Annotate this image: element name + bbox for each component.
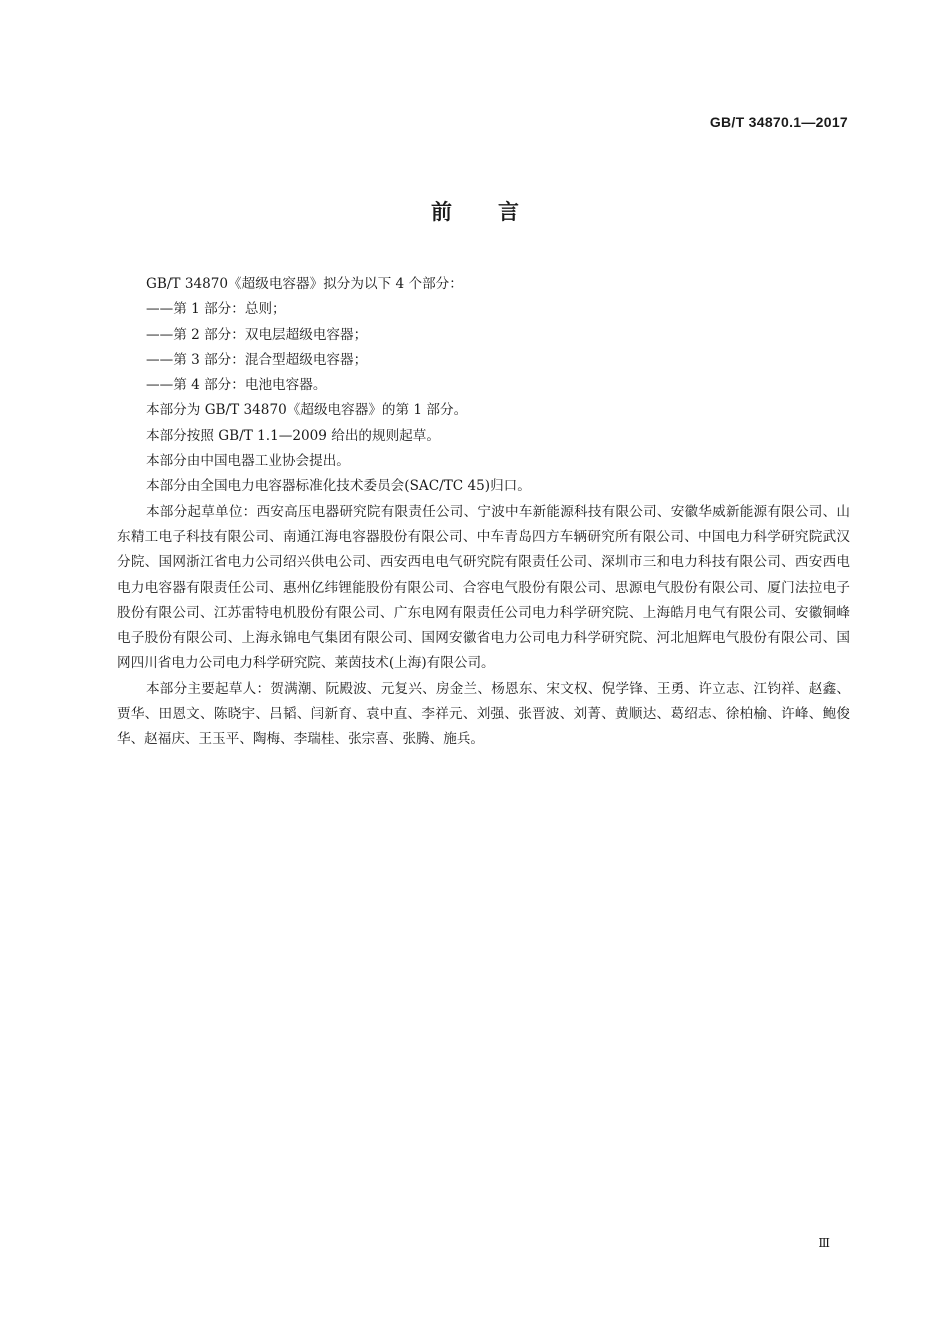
paragraph-committee: 本部分由全国电力电容器标准化技术委员会(SAC/TC 45)归口。 <box>146 478 531 495</box>
list-item-part-2: ——第 2 部分：双电层超级电容器； <box>146 326 368 343</box>
list-item-part-1: ——第 1 部分：总则； <box>146 301 286 318</box>
list-item-part-3: ——第 3 部分：混合型超级电容器； <box>146 351 368 368</box>
page-title: 前言 <box>431 200 565 224</box>
paragraph-drafters: 本部分主要起草人：贺满潮、阮殿波、元复兴、房金兰、杨恩东、宋文权、倪学锋、王勇、许立志、江钧祥、赵鑫、贾华、田恩文、陈晓宇、吕韬、闫新育、袁中直、李祥元、刘强、张晋波、刘菁、黄顺达、葛绍志、徐柏榆、许峰、鲍俊华、赵福庆、王玉平、陶梅、李瑞桂、张宗喜、张腾、施兵。 <box>117 680 850 748</box>
page-number: Ⅲ <box>818 1236 830 1250</box>
paragraph-this-part: 本部分为 GB/T 34870《超级电容器》的第 1 部分。 <box>146 402 468 419</box>
foreword-body <box>117 272 850 753</box>
paragraph-drafting-units: 本部分起草单位：西安高压电器研究院有限责任公司、宁波中车新能源科技有限公司、安徽华威新能源有限公司、山东精工电子科技有限公司、南通江海电容器股份有限公司、中车青岛四方车辆研究所有限公司、中国电力科学研究院武汉分院、国网浙江省电力公司绍兴供电公司、西安西电电气研究院有限责任公司、深圳市三和电力科技有限公司、西安西电电力电容器有限责任公司、惠州亿纬锂能股份有限公司、合容电气股份有限公司、思源电气股份有限公司、厦门法拉电子股份有限公司、江苏雷特电机股份有限公司、广东电网有限责任公司电力科学研究院、上海皓月电气有限公司、安徽铜峰电子股份有限公司、上海永锦电气集团有限公司、国网安徽省电力公司电力科学研究院、河北旭辉电气股份有限公司、国网四川省电力公司电力科学研究院、莱茵技术(上海)有限公司。 <box>117 503 850 672</box>
list-item-part-4: ——第 4 部分：电池电容器。 <box>146 377 327 394</box>
paragraph-proposer: 本部分由中国电器工业协会提出。 <box>146 453 350 470</box>
standard-number: GB/T 34870.1—2017 <box>709 114 848 130</box>
paragraph-drafting-rules: 本部分按照 GB/T 1.1—2009 给出的规则起草。 <box>146 427 440 444</box>
paragraph-parts-intro: GB/T 34870《超级电容器》拟分为以下 4 个部分： <box>146 276 463 292</box>
